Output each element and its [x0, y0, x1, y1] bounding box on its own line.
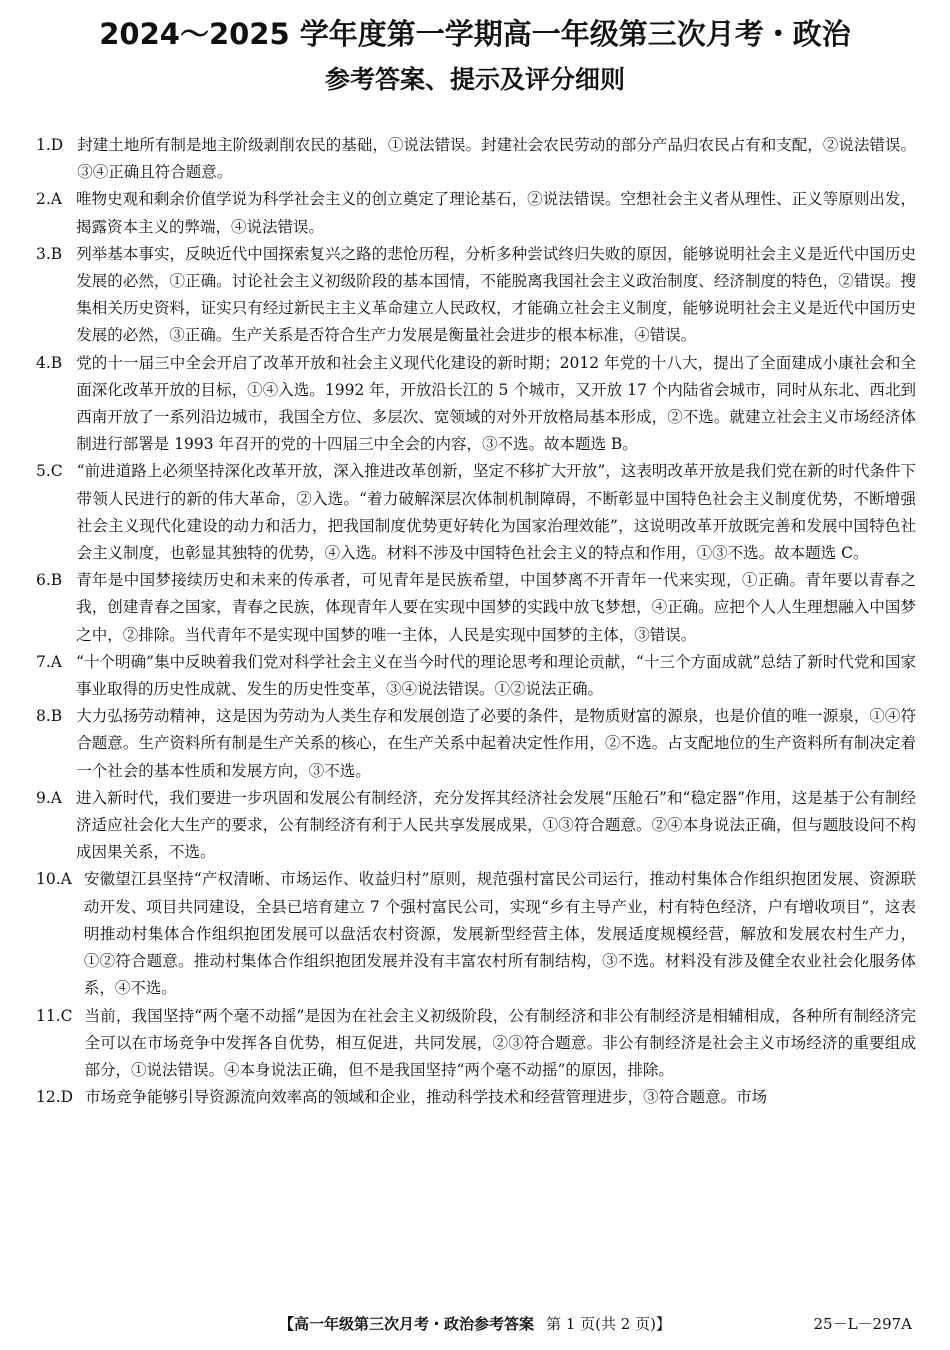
answer-letter: C — [50, 462, 63, 481]
question-number: 9. — [36, 788, 51, 807]
answer-letter: D — [60, 1088, 74, 1107]
question-number: 2. — [36, 190, 51, 209]
footer-title: 【高一年级第三次月考・政治参考答案 — [279, 1315, 535, 1333]
question-number: 3. — [36, 244, 51, 263]
explanation-text: 党的十一届三中全会开启了改革开放和社会主义现代化建设的新时期；2012 年党的十八大，提出了全面建成小康社会和全面深化改革开放的目标，①④入选。1992 年，开放沿长江的 5 个城市，又开放 17 个内陆省会城市，同时从东北、西北到西南开放了一系列沿边城市，我国全方位、多层次、宽领域的对外开放格局基本形成，②不选。就建立社会主义市场经济体制进行部署是 1993 年召开的党的十四届三中全会的内容，③不选。故本题选 B。 — [76, 353, 916, 454]
explanation-text: 列举基本事实，反映近代中国探索复兴之路的悲怆历程，分析多种尝试终归失败的原因，能够说明社会主义是近代中国历史发展的必然，①正确。讨论社会主义初级阶段的基本国情，不能脱离我国社会主义政治制度、经济制度的特色，②错误。搜集相关历史资料，证实只有经过新民主主义革命建立人民政权，才能确立社会主义制度，能够说明社会主义是近代中国历史发展的必然，③正确。生产关系是否符合生产力发展是衡量社会进步的根本标准，④错误。 — [76, 244, 916, 345]
explanation-text: 进入新时代，我们要进一步巩固和发展公有制经济，充分发挥其经济社会发展“压舱石”和“稳定器”作用，这是基于公有制经济适应社会化大生产的要求，公有制经济有利于人民共享发展成果，①③符合题意。②④本身说法正确，但与题肢设问不构成因果关系，不选。 — [76, 788, 916, 862]
answer-letter: D — [50, 136, 64, 154]
answer-letter: C — [60, 1006, 73, 1025]
answer-item-11 — [36, 1003, 916, 1085]
answer-item-5 — [36, 458, 916, 567]
explanation-text: 唯物史观和剩余价值学说为科学社会主义的创立奠定了理论基石，②说法错误。空想社会主义者从理性、正义等原则出发，揭露资本主义的弊端，④说法错误。 — [76, 190, 916, 236]
question-number: 7. — [36, 652, 51, 671]
question-number: 6. — [36, 571, 51, 590]
question-number: 11. — [36, 1006, 61, 1025]
answer-letter: B — [50, 571, 63, 590]
question-number: 5. — [36, 462, 51, 481]
answer-item-1 — [36, 132, 916, 186]
answer-item-9 — [36, 785, 916, 867]
answer-item-3 — [36, 241, 916, 350]
answer-item-6 — [36, 567, 916, 649]
page-footer — [0, 1310, 950, 1338]
question-number: 12. — [36, 1088, 61, 1107]
explanation-text: 大力弘扬劳动精神，这是因为劳动为人类生存和发展创造了必要的条件，是物质财富的源泉，也是价值的唯一源泉，①④符合题意。生产资料所有制是生产关系的核心，在生产关系中起着决定性作用，②不选。占支配地位的生产资料所有制决定着一个社会的基本性质和发展方向，③不选。 — [76, 707, 916, 780]
page-title: 2024～2025 学年度第一学期高一年级第三次月考・政治 — [99, 17, 851, 51]
answer-letter: B — [50, 707, 63, 726]
answer-letter: B — [50, 244, 63, 263]
answer-letter: A — [50, 190, 62, 209]
explanation-text: “前进道路上必须坚持深化改革开放，深入推进改革创新，坚定不移扩大开放”，这表明改革开放是我们党在新的时代条件下带领人民进行的新的伟大革命，②入选。“着力破解深层次体制机制障碍，不断彰显中国特色社会主义制度优势，不断增强社会主义现代化建设的动力和活力，把我国制度优势更好转化为国家治理效能”，这说明改革开放既完善和发展中国特色社会主义制度，也彰显其独特的优势，④入选。材料不涉及中国特色社会主义的特点和作用，①③不选。故本题选 C。 — [76, 462, 916, 563]
footer-page-number: 第 1 页(共 2 页)】 — [546, 1315, 671, 1333]
answer-letter: A — [50, 788, 62, 807]
answer-letter: A — [50, 652, 62, 671]
page-subtitle: 参考答案、提示及评分细则 — [324, 65, 625, 94]
answer-item-7 — [36, 649, 916, 703]
explanation-text: 青年是中国梦接续历史和未来的传承者，可见青年是民族希望，中国梦离不开青年一代来实现，①正确。青年要以青春之我，创建青春之国家，青春之民族，体现青年人要在实现中国梦的实践中放飞梦想，④正确。应把个人人生理想融入中国梦之中，②排除。当代青年不是实现中国梦的唯一主体，人民是实现中国梦的主体，③错误。 — [76, 571, 916, 644]
question-number: 4. — [36, 353, 51, 372]
explanation-text: 市场竞争能够引导资源流向效率高的领域和企业，推动科学技术和经营管理进步，③符合题意。市场 — [85, 1088, 768, 1107]
explanation-text: 封建土地所有制是地主阶级剥削农民的基础，①说法错误。封建社会农民劳动的部分产品归农民占有和支配，②说法错误。③④正确且符合题意。 — [77, 136, 916, 182]
answer-item-8 — [36, 703, 916, 785]
explanation-text: “十个明确”集中反映着我们党对科学社会主义在当今时代的理论思考和理论贡献，“十三个方面成就”总结了新时代党和国家事业取得的历史性成就、发生的历史性变革，③④说法错误。①②说法正确。 — [76, 652, 916, 699]
question-number: 8. — [36, 707, 51, 726]
answer-list — [36, 132, 916, 1111]
question-number: 1. — [36, 136, 51, 154]
answer-item-2 — [36, 186, 916, 240]
question-number: 10. — [36, 870, 61, 889]
answer-item-12 — [36, 1084, 916, 1111]
answer-item-10 — [36, 866, 916, 1002]
footer-exam-code: 25－L－297A — [813, 1315, 912, 1333]
answer-letter: A — [60, 870, 72, 889]
explanation-text: 当前，我国坚持“两个毫不动摇”是因为在社会主义初级阶段，公有制经济和非公有制经济是相辅相成，各种所有制经济完全可以在市场竞争中发挥各自优势，相互促进，共同发展，②③符合题意。非公有制经济是社会主义市场经济的重要组成部分，①说法错误。④本身说法正确，但不是我国坚持“两个毫不动摇”的原因，排除。 — [84, 1006, 916, 1079]
answer-item-4 — [36, 350, 916, 459]
answer-letter: B — [50, 353, 63, 372]
explanation-text: 安徽望江县坚持“产权清晰、市场运作、收益归村”原则，规范强村富民公司运行，推动村集体合作组织抱团发展、资源联动开发、项目共同建设，全县已培育建立 7 个强村富民公司，实现“乡有主导产业，村有特色经济，户有增收项目”，这表明推动村集体合作组织抱团发展可以盘活农村资源，发展新型经营主体，发展适度规模经营，解放和发展农村生产力，①②符合题意。推动村集体合作组织抱团发展并没有丰富农村所有制结构，③不选。材料没有涉及健全农业社会化服务体系，④不选。 — [83, 870, 916, 998]
